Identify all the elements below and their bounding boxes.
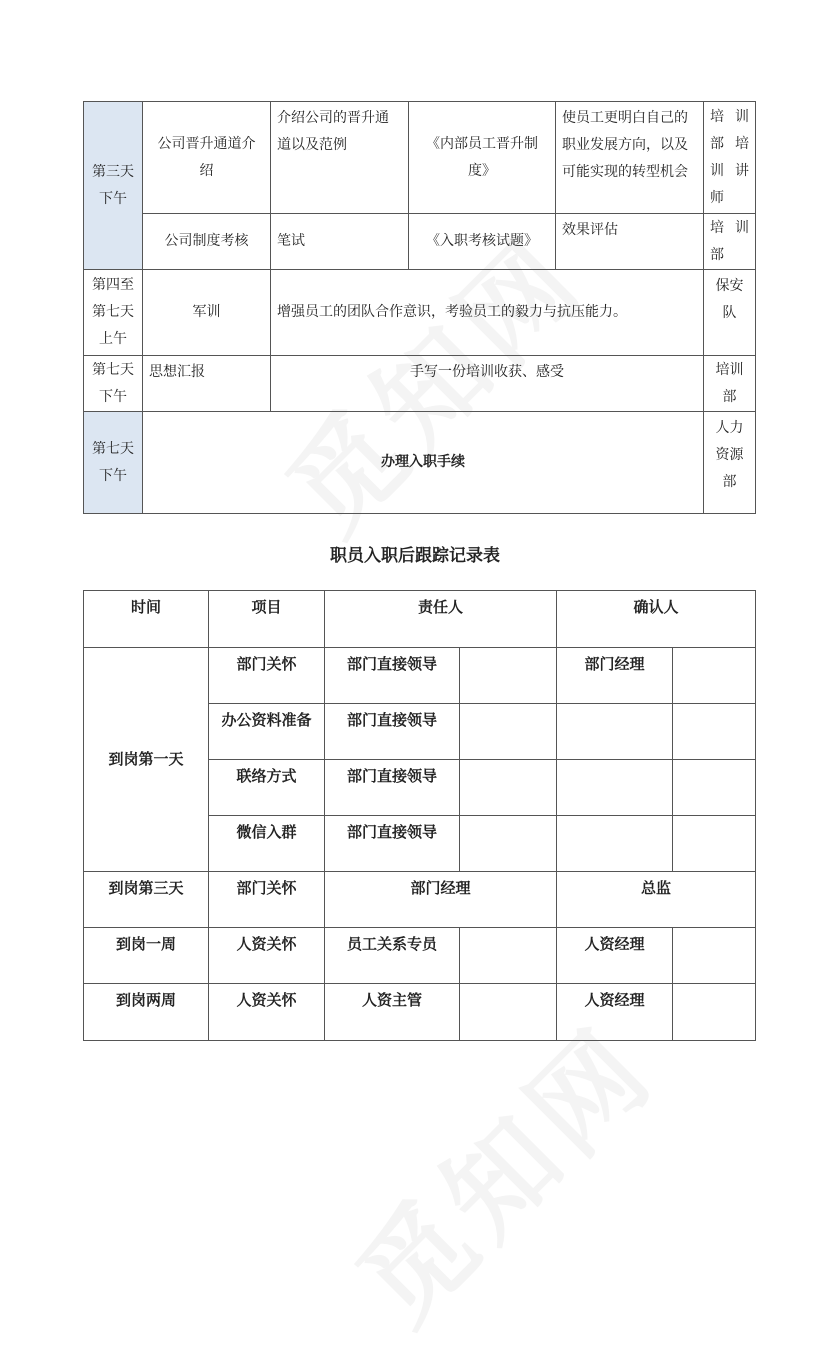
empty-cell — [460, 928, 557, 984]
owner-cell: 培训 部 — [704, 356, 756, 412]
day-cell: 第四至 第七天 上午 — [84, 270, 143, 356]
day-cell: 第七天 下午 — [84, 412, 143, 514]
table-row — [84, 412, 756, 514]
confirm-cell: 人资经理 — [557, 928, 673, 984]
table-header-row — [84, 591, 756, 648]
empty-cell — [460, 648, 557, 704]
owner-cell: 培 训 部 — [704, 214, 756, 270]
responsible-cell: 部门直接领导 — [325, 760, 460, 816]
item-cell: 人资关怀 — [209, 984, 325, 1041]
responsible-cell: 人资主管 — [325, 984, 460, 1041]
content-cell: 介绍公司的晋升通 道以及范例 — [271, 102, 409, 214]
training-schedule-table — [83, 101, 756, 514]
goal-cell: 使员工更明白自己的 职业发展方向，以及 可能实现的转型机会 — [556, 102, 704, 214]
day-cell: 第七天 下午 — [84, 356, 143, 412]
table-row — [84, 872, 756, 928]
time-cell: 到岗一周 — [84, 928, 209, 984]
owner-cell: 培 训 部 培 训 讲 师 — [704, 102, 756, 214]
table-row — [84, 648, 756, 704]
time-cell: 到岗第一天 — [84, 648, 209, 872]
item-cell: 联络方式 — [209, 760, 325, 816]
empty-cell — [673, 648, 756, 704]
empty-cell — [673, 704, 756, 760]
responsible-cell: 部门直接领导 — [325, 816, 460, 872]
item-cell: 部门关怀 — [209, 648, 325, 704]
tracking-table — [83, 590, 756, 1041]
table-row — [84, 214, 756, 270]
table-row — [84, 984, 756, 1041]
material-cell: 《内部员工晋升制 度》 — [409, 102, 556, 214]
goal-cell: 效果评估 — [556, 214, 704, 270]
content-cell: 增强员工的团队合作意识，考验员工的毅力与抗压能力。 — [271, 270, 704, 356]
owner-cell: 保安 队 — [704, 270, 756, 356]
responsible-cell: 部门经理 — [325, 872, 557, 928]
time-cell: 到岗第三天 — [84, 872, 209, 928]
topic-cell: 思想汇报 — [143, 356, 271, 412]
confirm-cell — [557, 704, 673, 760]
confirm-cell — [557, 816, 673, 872]
day-cell: 第三天 下午 — [84, 102, 143, 270]
empty-cell — [673, 928, 756, 984]
responsible-cell: 员工关系专员 — [325, 928, 460, 984]
empty-cell — [460, 704, 557, 760]
confirm-cell — [557, 760, 673, 816]
item-cell: 办公资料准备 — [209, 704, 325, 760]
empty-cell — [673, 984, 756, 1041]
header-responsible: 责任人 — [325, 591, 557, 648]
topic-cell: 公司制度考核 — [143, 214, 271, 270]
empty-cell — [460, 760, 557, 816]
content-cell: 办理入职手续 — [143, 412, 704, 514]
empty-cell — [460, 984, 557, 1041]
content-cell: 手写一份培训收获、感受 — [271, 356, 704, 412]
table-row — [84, 270, 756, 356]
empty-cell — [460, 816, 557, 872]
time-cell: 到岗两周 — [84, 984, 209, 1041]
table-row — [84, 102, 756, 214]
empty-cell — [673, 760, 756, 816]
item-cell: 人资关怀 — [209, 928, 325, 984]
tracking-table-title: 职员入职后跟踪记录表 — [330, 546, 500, 566]
item-cell: 微信入群 — [209, 816, 325, 872]
empty-cell — [673, 816, 756, 872]
responsible-cell: 部门直接领导 — [325, 648, 460, 704]
topic-cell: 公司晋升通道介 绍 — [143, 102, 271, 214]
topic-cell: 军训 — [143, 270, 271, 356]
confirm-cell: 总监 — [557, 872, 756, 928]
header-confirm: 确认人 — [557, 591, 756, 648]
confirm-cell: 部门经理 — [557, 648, 673, 704]
header-time: 时间 — [84, 591, 209, 648]
confirm-cell: 人资经理 — [557, 984, 673, 1041]
content-cell: 笔试 — [271, 214, 409, 270]
material-cell: 《入职考核试题》 — [409, 214, 556, 270]
header-item: 项目 — [209, 591, 325, 648]
owner-cell: 人力 资源 部 — [704, 412, 756, 514]
table-row — [84, 928, 756, 984]
responsible-cell: 部门直接领导 — [325, 704, 460, 760]
item-cell: 部门关怀 — [209, 872, 325, 928]
table-row — [84, 356, 756, 412]
